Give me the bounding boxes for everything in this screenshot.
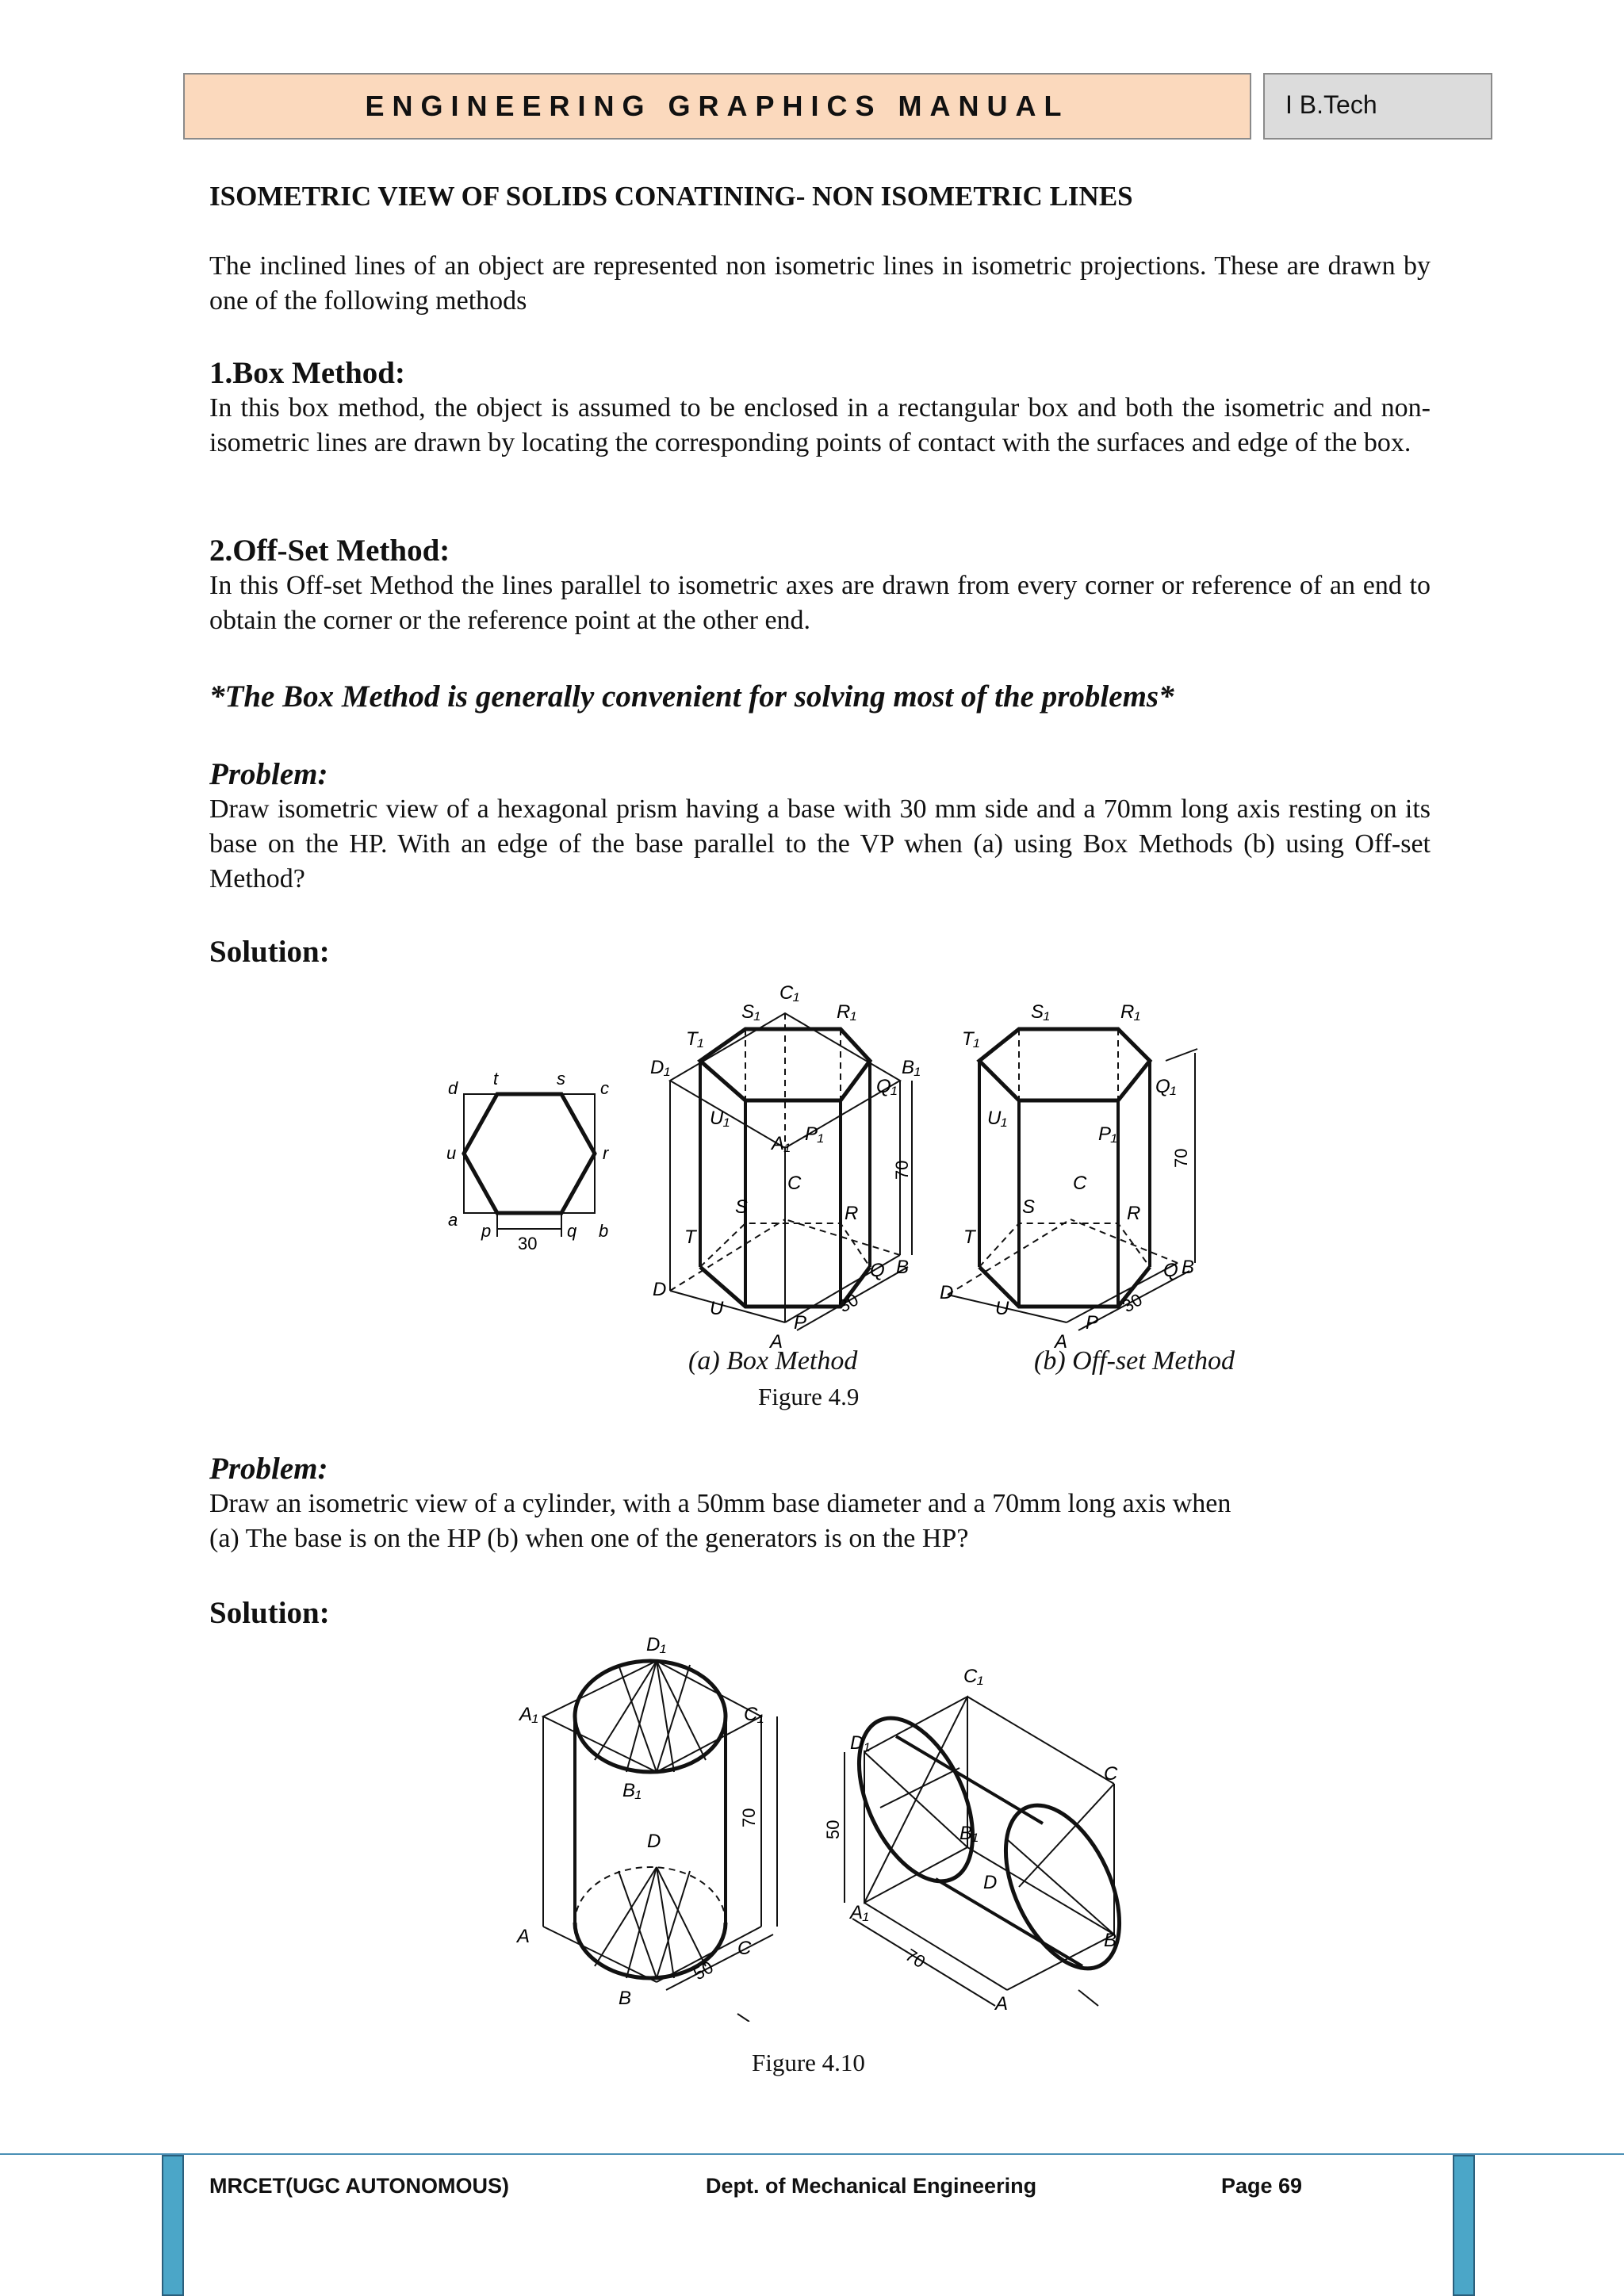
box-label-p: P	[794, 1312, 807, 1334]
cyl-a-label-b1: B₁	[622, 1780, 642, 1801]
note-block	[209, 679, 1431, 714]
offset-label-u: U	[995, 1298, 1009, 1319]
course-box	[1263, 73, 1492, 140]
cyl-a-dim-70: 70	[739, 1808, 759, 1827]
plan-label-b: b	[599, 1221, 609, 1241]
cyl-b-label-d: D	[983, 1872, 998, 1893]
box-label-c: C	[787, 1173, 802, 1194]
offset-method-heading: 2.Off-Set Method:	[209, 534, 450, 568]
solution1-block	[209, 934, 330, 970]
problem1-text: Draw isometric view of a hexagonal prism having a base with 30 mm side and a 70mm long axis resting on its base on the HP. With an edge of the base parallel to the VP when (a) using Box Methods (b) using Off-set Method?	[209, 794, 1431, 894]
box-label-a1: A₁	[772, 1133, 791, 1154]
offset-label-q: Q	[1163, 1260, 1178, 1281]
box-label-s: S	[735, 1196, 749, 1218]
box-label-p1: P₁	[805, 1123, 824, 1145]
problem2-label: Problem:	[209, 1452, 328, 1486]
footer-institution: MRCET(UGC AUTONOMOUS)	[209, 2174, 509, 2198]
box-label-s1: S₁	[741, 1001, 760, 1023]
box-method-figure	[646, 982, 932, 1354]
manual-title-banner	[183, 73, 1251, 140]
cyl-a-label-d1: D₁	[646, 1634, 666, 1655]
offset-label-u1: U₁	[987, 1108, 1007, 1129]
offset-method-text: In this Off-set Method the lines parallel to isometric axes are drawn from every corner or reference of an end to obtain the corner or the reference point at the other end.	[209, 571, 1431, 635]
problem2-text1: Draw an isometric view of a cylinder, with a 50mm base diameter and a 70mm long axis when	[209, 1489, 1231, 1518]
plan-label-s: s	[557, 1070, 565, 1089]
box-method-block	[209, 355, 1431, 461]
offset-label-c: C	[1073, 1173, 1087, 1194]
box-label-r: R	[845, 1203, 859, 1224]
offset-label-q1: Q₁	[1155, 1076, 1177, 1097]
caption-box-method: (a) Box Method	[688, 1346, 858, 1376]
box-label-q: Q	[870, 1260, 885, 1281]
offset-method-block	[209, 533, 1431, 638]
note-text: *The Box Method is generally convenient for solving most of the problems*	[209, 679, 1174, 714]
box-label-d1: D₁	[650, 1057, 670, 1078]
footer-department: Dept. of Mechanical Engineering	[706, 2174, 1037, 2198]
problem1-label: Problem:	[209, 757, 328, 791]
box-label-u: U	[710, 1298, 724, 1319]
offset-label-s1: S₁	[1031, 1001, 1050, 1023]
cyl-b-label-a1: A₁	[850, 1902, 869, 1923]
figure-4-9-label: Figure 4.9	[758, 1383, 860, 1410]
section-title: ISOMETRIC VIEW OF SOLIDS CONATINING- NON ISOMETRIC LINES	[209, 181, 1133, 212]
cyl-a-label-d: D	[647, 1831, 661, 1852]
cyl-a-label-c: C	[737, 1938, 752, 1959]
caption-offset-method: (b) Off-set Method	[1034, 1346, 1235, 1376]
cyl-b-label-b: B	[1104, 1930, 1117, 1951]
offset-label-r1: R₁	[1120, 1001, 1140, 1023]
problem2-block	[209, 1451, 1431, 1556]
intro-text: The inclined lines of an object are represented non isometric lines in isometric projections. These are drawn by one of the following methods	[209, 251, 1431, 316]
cyl-b-label-b1: B₁	[959, 1823, 979, 1844]
plan-label-r: r	[603, 1143, 609, 1163]
box-label-a: A	[770, 1331, 783, 1353]
box-dim-30: 30	[835, 1289, 862, 1317]
box-method-text: In this box method, the object is assumed to be enclosed in a rectangular box and both the isometric and non-isometric lines are drawn by locating the corresponding points of contact with the surfaces and edge of the box.	[209, 393, 1431, 457]
plan-label-t: t	[493, 1070, 499, 1089]
cyl-b-dim-50: 50	[823, 1820, 843, 1839]
box-label-t: T	[684, 1226, 696, 1248]
box-label-q1: Q₁	[876, 1076, 898, 1097]
offset-label-p1: P₁	[1098, 1123, 1117, 1145]
cyl-b-label-c1: C₁	[963, 1666, 983, 1687]
course-label: I B.Tech	[1285, 90, 1377, 119]
cylinder-vertical-figure	[508, 1625, 785, 2022]
intro-block	[209, 249, 1431, 319]
plan-dim-30: 30	[518, 1234, 538, 1253]
box-method-heading: 1.Box Method:	[209, 356, 405, 390]
cyl-b-label-c: C	[1104, 1763, 1118, 1785]
offset-label-r: R	[1127, 1203, 1141, 1224]
offset-method-figure	[940, 982, 1225, 1354]
section-title-block	[209, 181, 1431, 212]
offset-dim-30: 30	[1119, 1289, 1146, 1317]
box-label-b1: B₁	[902, 1057, 921, 1078]
plan-label-c: c	[600, 1078, 609, 1098]
cyl-a-label-c1: C₁	[744, 1704, 764, 1725]
cylinder-horizontal-figure	[817, 1649, 1150, 2022]
offset-label-t1: T₁	[962, 1028, 980, 1050]
plan-label-p: p	[481, 1221, 492, 1241]
figure-4-10-label: Figure 4.10	[752, 2049, 865, 2076]
problem1-block	[209, 756, 1431, 897]
offset-label-a: A	[1055, 1331, 1068, 1353]
cyl-a-label-b: B	[619, 1988, 632, 2009]
plan-label-a: a	[448, 1210, 458, 1230]
solution2-label: Solution:	[209, 1596, 330, 1630]
footer-divider	[0, 2153, 1624, 2155]
cyl-b-label-a: A	[995, 1993, 1009, 2015]
offset-label-b: B	[1182, 1257, 1195, 1278]
box-label-u1: U₁	[710, 1108, 730, 1129]
box-label-d: D	[653, 1279, 667, 1300]
offset-label-t: T	[963, 1226, 975, 1248]
cyl-a-dim-50: 50	[690, 1957, 717, 1984]
footer-right-bar	[1453, 2155, 1475, 2296]
cyl-a-label-a1: A₁	[519, 1704, 538, 1725]
solution1-label: Solution:	[209, 935, 330, 969]
manual-title: ENGINEERING GRAPHICS MANUAL	[365, 90, 1070, 122]
offset-dim-70: 70	[1171, 1148, 1191, 1168]
box-label-r1: R₁	[837, 1001, 856, 1023]
box-label-c1: C₁	[779, 982, 799, 1004]
plan-label-q: q	[567, 1221, 577, 1241]
plan-label-u: u	[446, 1143, 457, 1163]
offset-label-p: P	[1086, 1312, 1099, 1334]
plan-label-d: d	[448, 1078, 458, 1098]
box-label-b: B	[896, 1257, 910, 1278]
cyl-b-label-d1: D₁	[850, 1732, 870, 1754]
offset-label-d: D	[940, 1282, 954, 1303]
footer-left-bar	[162, 2155, 184, 2296]
footer-page-number: Page 69	[1221, 2174, 1303, 2198]
cyl-a-label-a: A	[517, 1926, 530, 1947]
solution2-block	[209, 1595, 330, 1631]
cyl-b-dim-70: 70	[902, 1945, 929, 1973]
box-dim-70: 70	[892, 1160, 912, 1180]
box-label-t1: T₁	[686, 1028, 704, 1050]
offset-label-s: S	[1022, 1196, 1036, 1218]
problem2-text2: (a) The base is on the HP (b) when one of the generators is on the HP?	[209, 1524, 969, 1553]
hexagon-plan-view	[440, 1070, 622, 1253]
